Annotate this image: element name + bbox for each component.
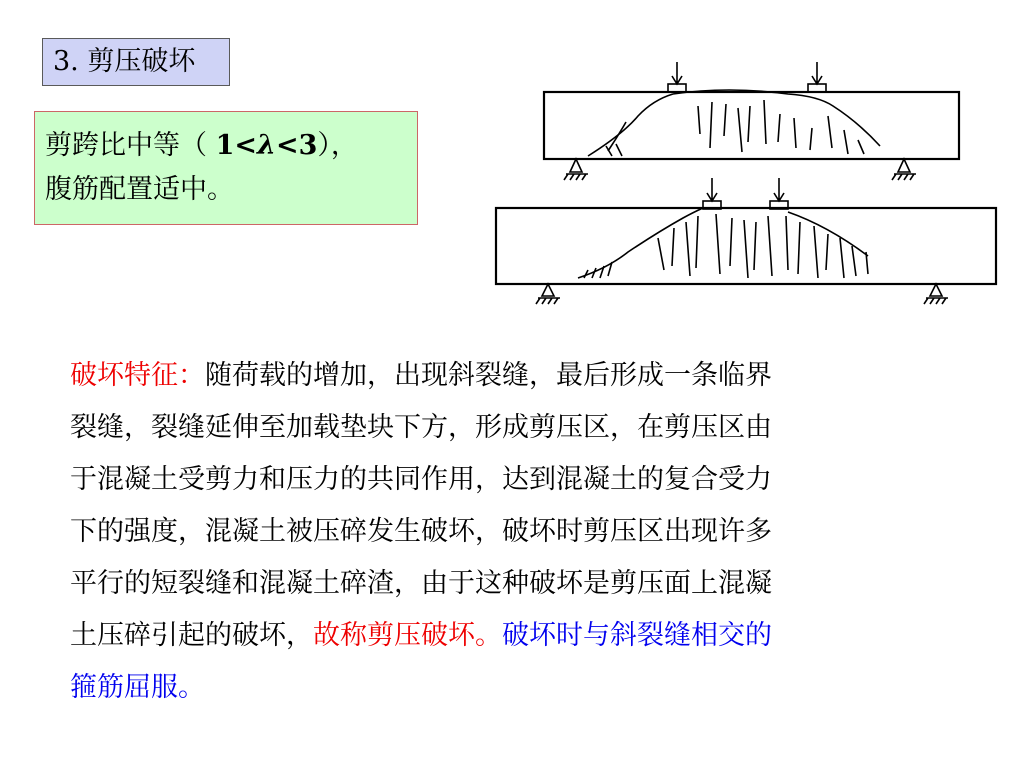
description-line	[70, 350, 970, 402]
formula-part-2: <3	[275, 130, 318, 161]
condition-line-1	[45, 130, 358, 161]
slide-title: 3. 剪压破坏	[42, 38, 230, 86]
stirrup-note-blue: 破坏时与斜裂缝相交的	[502, 620, 772, 651]
description-line: 裂缝，裂缝延伸至加载垫块下方，形成剪压区，在剪压区由	[70, 412, 772, 443]
description-line: 箍筋屈服。	[70, 672, 205, 703]
description-text: 土压碎引起的破坏，	[70, 620, 313, 651]
description-line	[70, 610, 970, 662]
description-line: 平行的短裂缝和混凝土碎渣，由于这种破坏是剪压面上混凝	[70, 568, 772, 599]
failure-label: 破坏特征：	[70, 360, 205, 391]
condition-suffix: ），	[317, 130, 358, 161]
upper-beam	[544, 62, 959, 180]
condition-prefix: 剪跨比中等（	[45, 130, 216, 161]
description-line: 下的强度，混凝土被压碎发生破坏，破坏时剪压区出现许多	[70, 516, 772, 547]
condition-line-2: 腹筋配置适中。	[45, 174, 234, 205]
conclusion-red: 故称剪压破坏。	[313, 620, 502, 651]
beam-failure-diagram	[488, 56, 998, 306]
lower-beam	[496, 178, 996, 304]
condition-box	[34, 111, 418, 225]
failure-description	[70, 350, 970, 714]
description-line: 于混凝土受剪力和压力的共同作用，达到混凝土的复合受力	[70, 464, 772, 495]
formula-lambda: λ	[257, 130, 276, 161]
description-text: 随荷载的增加，出现斜裂缝，最后形成一条临界	[205, 360, 772, 391]
formula-part-1: 1<	[215, 130, 258, 161]
